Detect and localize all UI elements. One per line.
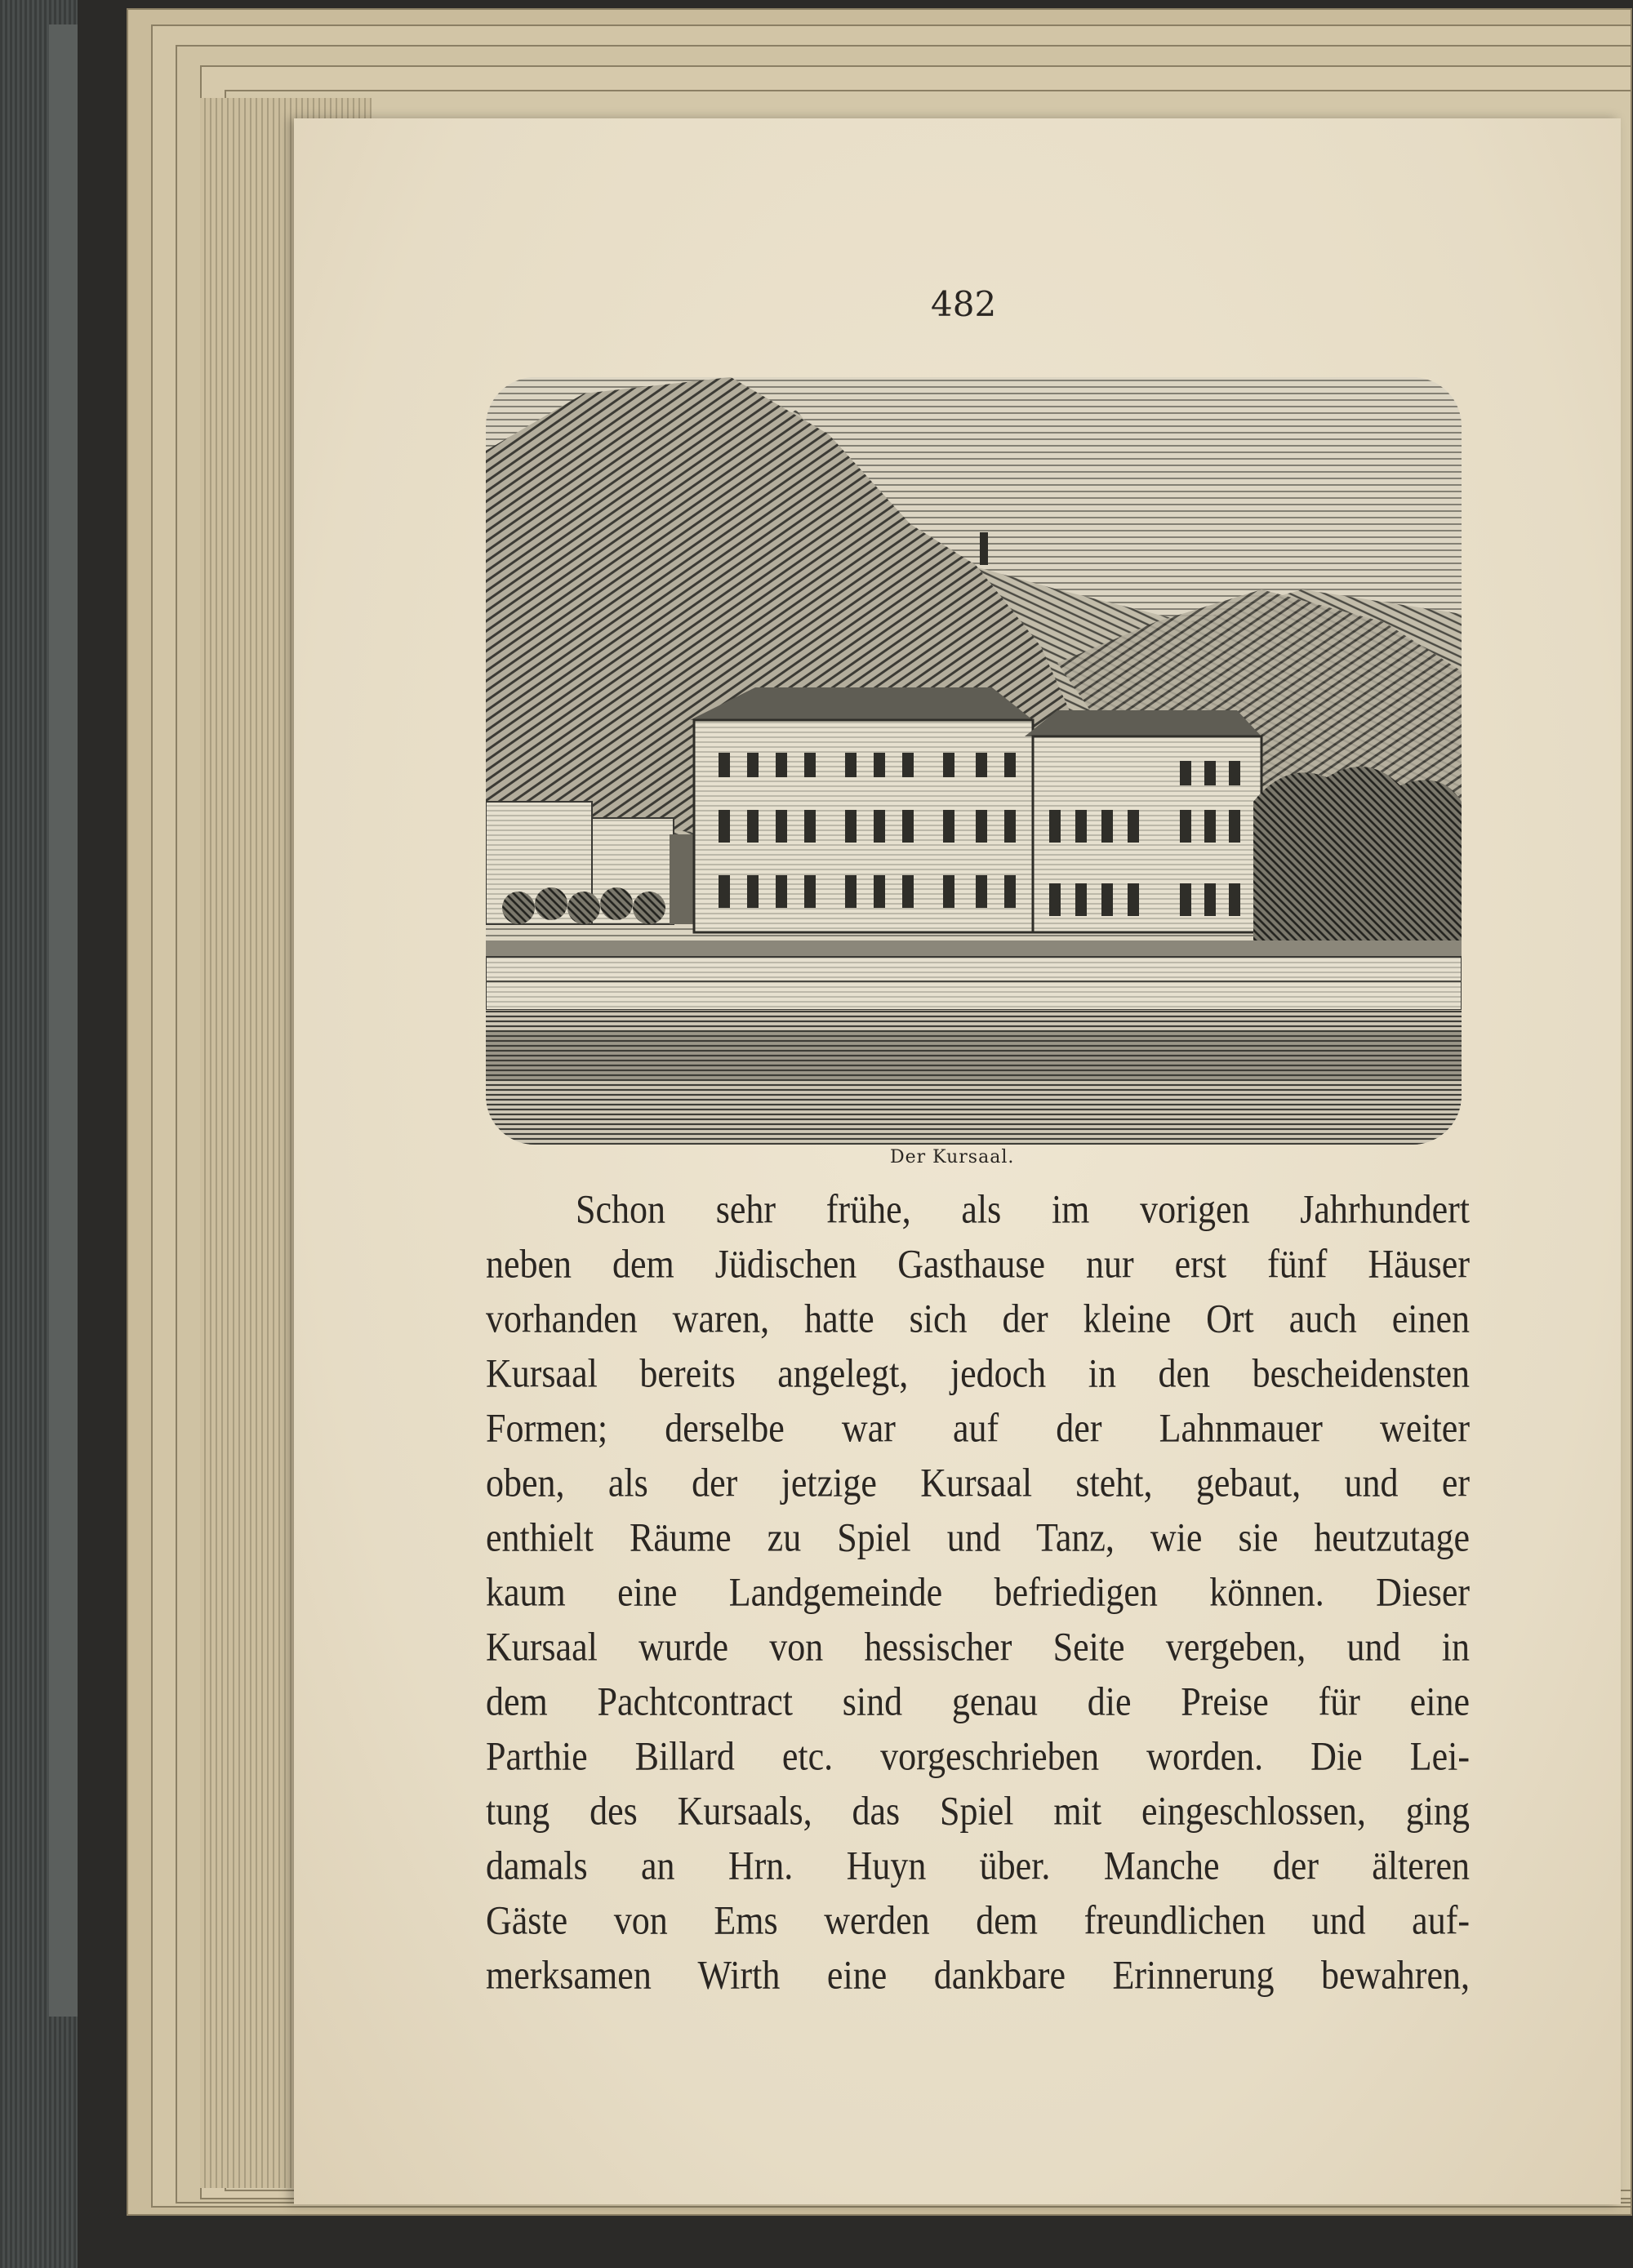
text-line: Kursaal bereits angelegt, jedoch in den bescheidensten (486, 1351, 1470, 1396)
text-line: kaum eine Landgemeinde befriedigen können. Dieser (486, 1570, 1470, 1615)
text-line: Schon sehr frühe, als im vorigen Jahrhundert (576, 1187, 1470, 1232)
kursaal-engraving (486, 377, 1462, 1145)
text-line: merksamen Wirth eine dankbare Erinnerung bewahren, (486, 1953, 1470, 1998)
illustration-caption: Der Kursaal. (890, 1147, 1015, 1167)
text-line: Gäste von Ems werden dem freundlichen und auf- (486, 1898, 1470, 1943)
text-line: enthielt Räume zu Spiel und Tanz, wie sie heutzutage (486, 1515, 1470, 1560)
engraving-kursaal-icon (486, 377, 1462, 1145)
text-line: Parthie Billard etc. vorgeschrieben worden. Die Lei- (486, 1734, 1470, 1779)
page-number: 482 (931, 284, 997, 324)
text-line: vorhanden waren, hatte sich der kleine Ort auch einen (486, 1296, 1470, 1341)
text-line: Kursaal wurde von hessischer Seite vergeben, und in (486, 1625, 1470, 1670)
text-line: damals an Hrn. Huyn über. Manche der älteren (486, 1843, 1470, 1888)
text-line: oben, als der jetzige Kursaal steht, gebaut, und er (486, 1461, 1470, 1505)
text-line: dem Pachtcontract sind genau die Preise für eine (486, 1679, 1470, 1724)
text-line: neben dem Jüdischen Gasthause nur erst fünf Häuser (486, 1242, 1470, 1287)
text-line: tung des Kursaals, das Spiel mit eingeschlossen, ging (486, 1789, 1470, 1834)
body-text (486, 1182, 1470, 2003)
text-line: Formen; derselbe war auf der Lahnmauer weiter (486, 1406, 1470, 1451)
